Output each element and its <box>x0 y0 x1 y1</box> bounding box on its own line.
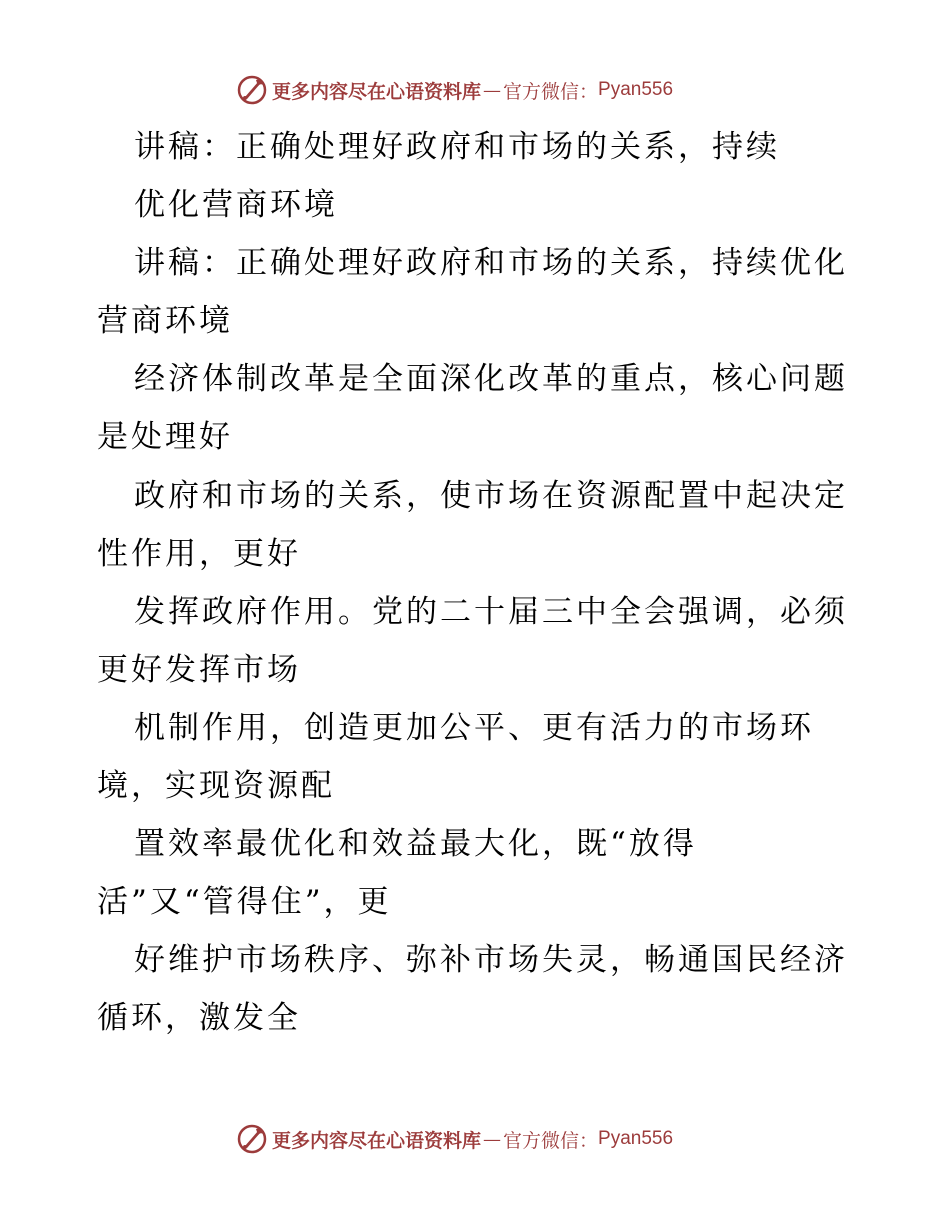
banner-dash: — <box>483 1128 502 1150</box>
banner-wechat-label: 官方微信： <box>503 1129 599 1152</box>
body-line: 优化营商环境 <box>134 187 338 223</box>
banner-wechat-id: Pyan556 <box>598 79 674 100</box>
footer-banner <box>236 1122 716 1156</box>
body-line: 讲稿：正确处理好政府和市场的关系，持续优化 <box>134 245 848 281</box>
body-line: 活”又“管得住”，更 <box>97 884 392 920</box>
body-line: 好维护市场秩序、弥补市场失灵，畅通国民经济 <box>134 942 848 978</box>
body-line: 讲稿：正确处理好政府和市场的关系，持续 <box>134 129 780 165</box>
header-banner <box>236 73 716 107</box>
banner-main-text: 更多内容尽在心语资料库 <box>272 80 482 103</box>
body-line: 更好发挥市场 <box>97 652 301 688</box>
body-line: 机制作用，创造更加公平、更有活力的市场环 <box>134 710 814 746</box>
body-line: 循环，激发全 <box>97 1000 301 1036</box>
body-line: 营商环境 <box>97 303 233 339</box>
body-line: 经济体制改革是全面深化改革的重点，核心问题 <box>134 361 848 397</box>
body-line: 置效率最优化和效益最大化，既“放得 <box>134 826 697 862</box>
body-line: 境，实现资源配 <box>97 768 335 804</box>
body-line: 是处理好 <box>97 419 233 455</box>
banner-main-text: 更多内容尽在心语资料库 <box>272 1129 482 1152</box>
quill-logo-icon <box>236 1123 268 1155</box>
body-line: 发挥政府作用。党的二十届三中全会强调，必须 <box>134 594 848 630</box>
body-line: 性作用，更好 <box>97 536 301 572</box>
banner-dash: — <box>483 79 502 101</box>
banner-wechat-label: 官方微信： <box>503 80 599 103</box>
quill-logo-icon <box>236 74 268 106</box>
body-line: 政府和市场的关系，使市场在资源配置中起决定 <box>134 478 848 514</box>
banner-wechat-id: Pyan556 <box>598 1128 674 1149</box>
